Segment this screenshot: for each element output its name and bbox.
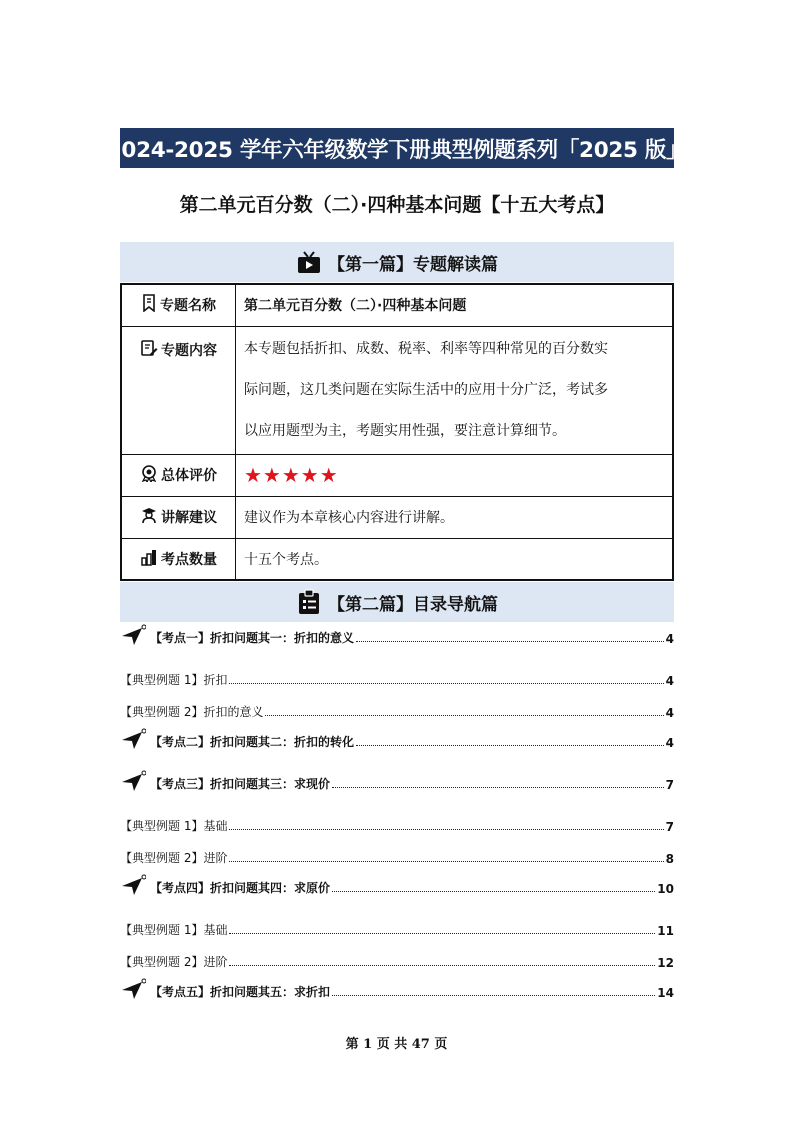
- toc-label: 【典型例题 2】进阶: [120, 955, 228, 969]
- navigation-arrow-icon: [120, 728, 146, 750]
- toc-page: 12: [657, 956, 674, 970]
- content-label: 专题内容: [161, 342, 217, 359]
- document-subtitle: 第二单元百分数（二）·四种基本问题【十五大考点】: [179, 194, 615, 216]
- toc-label: 【考点二】折扣问题其二：折扣的转化: [150, 735, 355, 749]
- advice-label: 讲解建议: [161, 510, 217, 526]
- toc-entry-example[interactable]: [120, 920, 674, 938]
- advice-value: 建议作为本章核心内容进行讲解。: [236, 496, 674, 538]
- navigation-arrow-icon: [120, 874, 146, 896]
- toc-entry-kp2[interactable]: [120, 732, 674, 750]
- toc-page: 10: [657, 882, 674, 896]
- toc-entry-example[interactable]: [120, 670, 674, 688]
- toc-entry-example[interactable]: [120, 702, 674, 720]
- toc-label: 【典型例题 2】进阶: [120, 851, 228, 865]
- toc-label: 【考点一】折扣问题其一：折扣的意义: [150, 631, 355, 645]
- table-row: [121, 454, 673, 496]
- topic-name-value: 第二单元百分数（二）·四种基本问题: [236, 284, 674, 326]
- toc-label: 【考点三】折扣问题其三：求现价: [150, 777, 331, 791]
- edit-document-icon: [140, 339, 158, 361]
- toc-entry-kp5[interactable]: [120, 982, 674, 1000]
- toc-entry-example[interactable]: [120, 848, 674, 866]
- bookmark-icon: [141, 294, 157, 316]
- toc-page: 4: [665, 706, 674, 720]
- rating-stars: ★★★★★: [244, 463, 339, 487]
- advice-label-cell: [121, 496, 236, 538]
- section-title: 【第二篇】目录导航篇: [328, 594, 498, 615]
- toc-page: 11: [657, 924, 674, 938]
- toc-label: 【典型例题 1】基础: [120, 923, 228, 937]
- section-header-navigation: [120, 582, 674, 622]
- navigation-arrow-icon: [120, 770, 146, 792]
- rating-label: 总体评价: [161, 468, 217, 484]
- toc-label: 【典型例题 1】折扣: [120, 673, 228, 687]
- toc-entry-kp4[interactable]: [120, 878, 674, 896]
- bar-chart-icon: [140, 548, 158, 570]
- toc-page: 4: [665, 736, 674, 750]
- toc-label: 【考点四】折扣问题其四：求原价: [150, 881, 331, 895]
- toc-entry-example[interactable]: [120, 816, 674, 834]
- topic-name-label: 专题名称: [160, 298, 216, 315]
- page-footer: 第 1 页 共 47 页: [345, 1037, 448, 1052]
- count-label-cell: [121, 538, 236, 580]
- section-header-interpretation: [120, 242, 674, 282]
- toc-page: 7: [665, 778, 674, 792]
- content-value: [236, 326, 674, 454]
- toc-page: 4: [665, 632, 674, 646]
- count-label: 考点数量: [161, 551, 217, 568]
- clipboard-list-icon: [296, 589, 322, 615]
- toc-entry-kp1[interactable]: [120, 628, 674, 646]
- navigation-arrow-icon: [120, 978, 146, 1000]
- rating-label-cell: [121, 454, 236, 496]
- rating-value: [236, 454, 674, 496]
- content-line: 以应用题型为主，考题实用性强，要注意计算细节。: [244, 422, 566, 439]
- toc-page: 7: [665, 820, 674, 834]
- table-row: [121, 284, 673, 326]
- content-label-cell: [121, 326, 236, 454]
- toc-entry-kp3[interactable]: [120, 774, 674, 792]
- navigation-arrow-icon: [120, 624, 146, 646]
- topic-name-label-cell: [121, 284, 236, 326]
- toc-page: 4: [665, 674, 674, 688]
- topic-info-table: [120, 283, 674, 581]
- document-title: 2024-2025 学年六年级数学下册典型例题系列「2025 版」: [120, 128, 674, 168]
- toc-label: 【考点五】折扣问题其五：求折扣: [150, 985, 331, 999]
- content-line: 本专题包括折扣、成数、税率、利率等四种常见的百分数实: [244, 340, 608, 357]
- toc-label: 【典型例题 2】折扣的意义: [120, 705, 264, 719]
- toc-page: 8: [665, 852, 674, 866]
- toc-entry-example[interactable]: [120, 952, 674, 970]
- section-title: 【第一篇】专题解读篇: [328, 254, 498, 275]
- toc-page: 14: [657, 986, 674, 1000]
- toc-label: 【典型例题 1】基础: [120, 819, 228, 833]
- award-icon: [140, 464, 158, 486]
- table-row: [121, 538, 673, 580]
- tv-icon: [296, 249, 322, 275]
- teacher-icon: [140, 506, 158, 528]
- table-row: [121, 326, 673, 454]
- count-value: 十五个考点。: [236, 538, 674, 580]
- content-line: 际问题，这几类问题在实际生活中的应用十分广泛，考试多: [244, 381, 608, 398]
- table-row: [121, 496, 673, 538]
